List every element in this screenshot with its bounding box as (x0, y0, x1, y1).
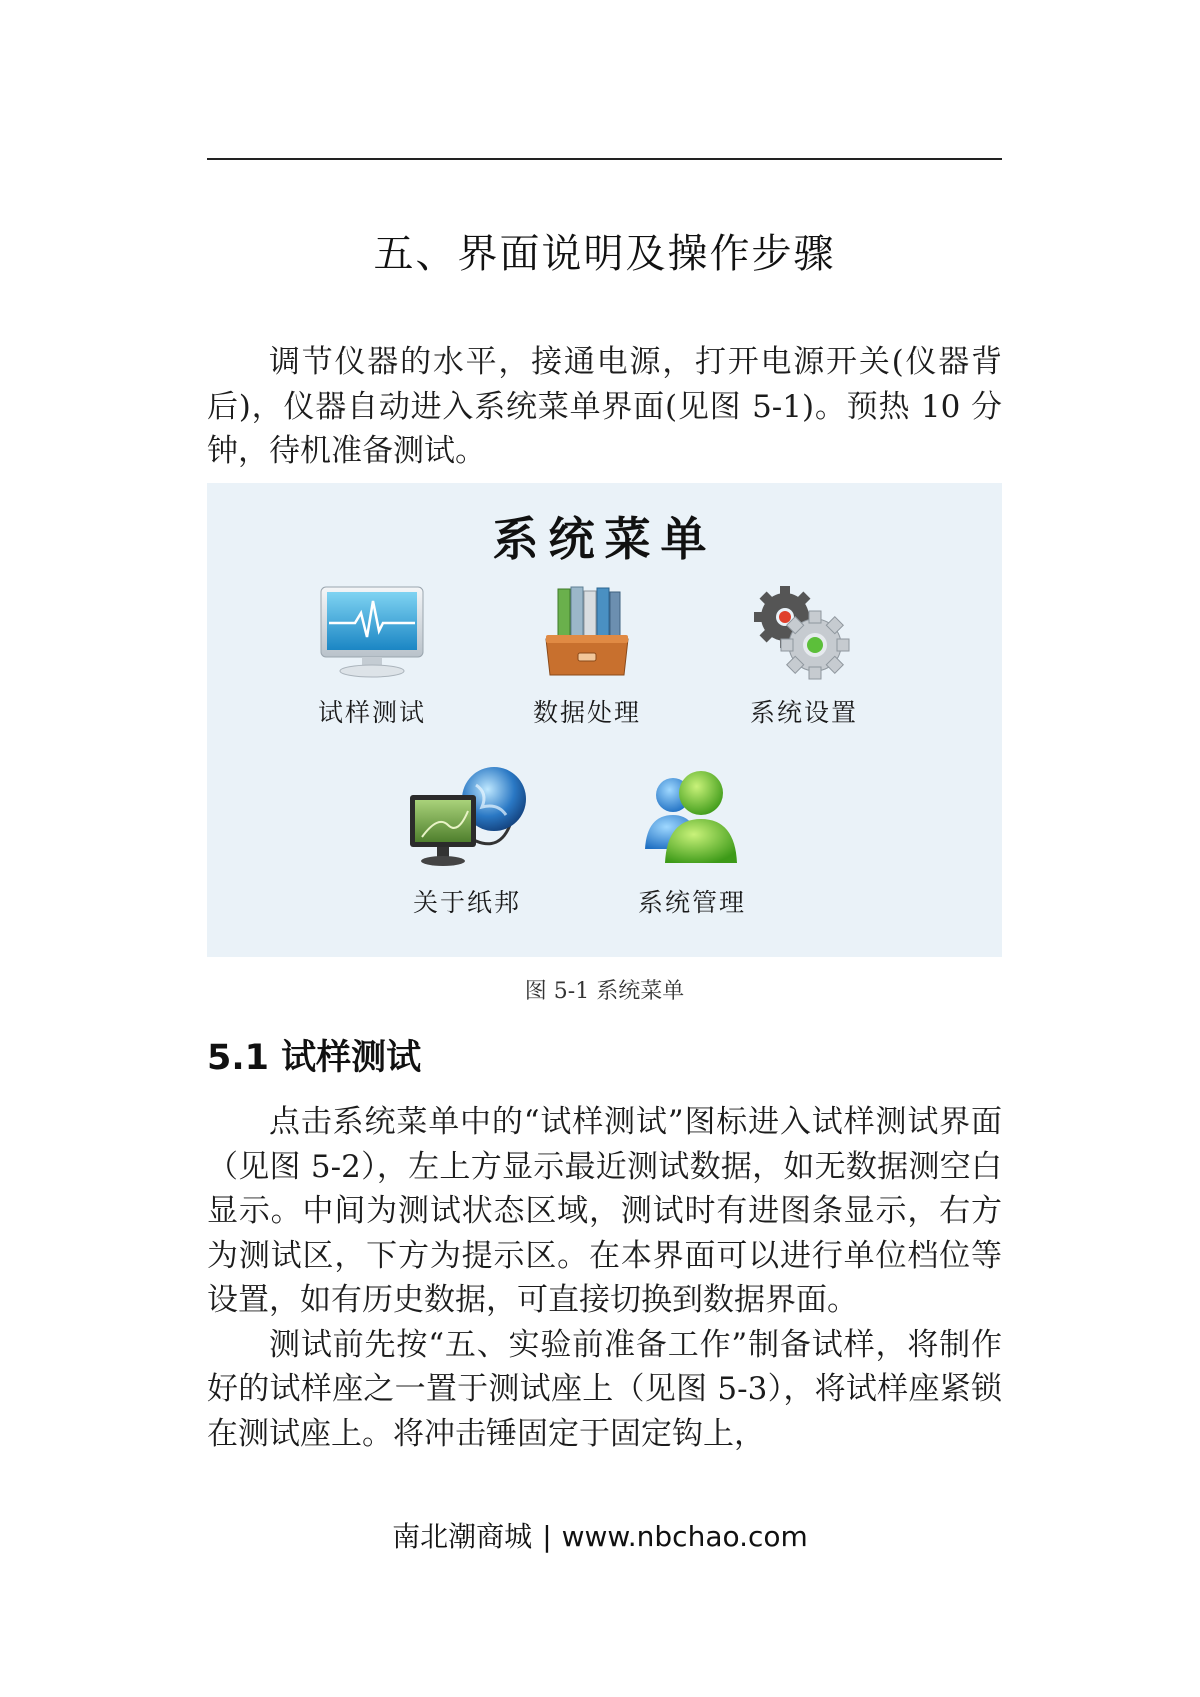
menu-item-label: 关于纸邦 (412, 888, 521, 917)
system-menu-figure (207, 483, 1002, 957)
monitor-globe-icon (402, 763, 532, 873)
menu-item-label: 系统管理 (637, 888, 746, 917)
footer-separator: | (542, 1520, 552, 1553)
users-icon (637, 763, 747, 873)
footer-brand: 南北潮商城 (392, 1520, 533, 1553)
footer-url[interactable]: www.nbchao.com (561, 1520, 808, 1553)
menu-item-system-settings[interactable] (739, 583, 869, 729)
section-body (207, 1100, 1002, 1456)
footer (0, 1515, 1200, 1555)
section-paragraph: 点击系统菜单中的“试样测试”图标进入试样测试界面（见图 5-2），左上方显示最近测试数据，如无数据测空白显示。中间为测试状态区域，测试时有进图条显示，右方为测试区，下方为提示区。在本界面可以进行单位档位等设置，如有历史数据，可直接切换到数据界面。 (207, 1104, 1002, 1318)
intro-paragraph: 调节仪器的水平，接通电源，打开电源开关(仪器背后)，仪器自动进入系统菜单界面(见图 5-1)。预热 10 分钟，待机准备测试。 (207, 344, 1002, 469)
menu-item-system-management[interactable] (627, 763, 757, 919)
section-paragraph: 测试前先按“五、实验前准备工作”制备试样，将制作好的试样座之一置于测试座上（见图 5-3），将试样座紧锁在测试座上。将冲击锤固定于固定钩上， (207, 1326, 1002, 1452)
monitor-heartbeat-icon (317, 583, 427, 683)
menu-item-about[interactable] (397, 763, 537, 919)
section-heading: 5.1 试样测试 (207, 1038, 422, 1078)
menu-item-label: 系统设置 (749, 698, 858, 727)
binders-tray-icon (532, 583, 642, 683)
chapter-title: 五、界面说明及操作步骤 (373, 231, 836, 277)
menu-item-label: 数据处理 (532, 698, 641, 727)
header-rule (207, 158, 1002, 160)
gears-icon (749, 583, 859, 683)
menu-item-label: 试样测试 (317, 698, 426, 727)
menu-title: 系统菜单 (492, 512, 717, 566)
intro-paragraph-block (207, 340, 1002, 474)
figure-caption: 图 5-1 系统菜单 (524, 979, 685, 1004)
menu-item-sample-test[interactable] (307, 583, 437, 729)
menu-item-data-processing[interactable] (522, 583, 652, 729)
